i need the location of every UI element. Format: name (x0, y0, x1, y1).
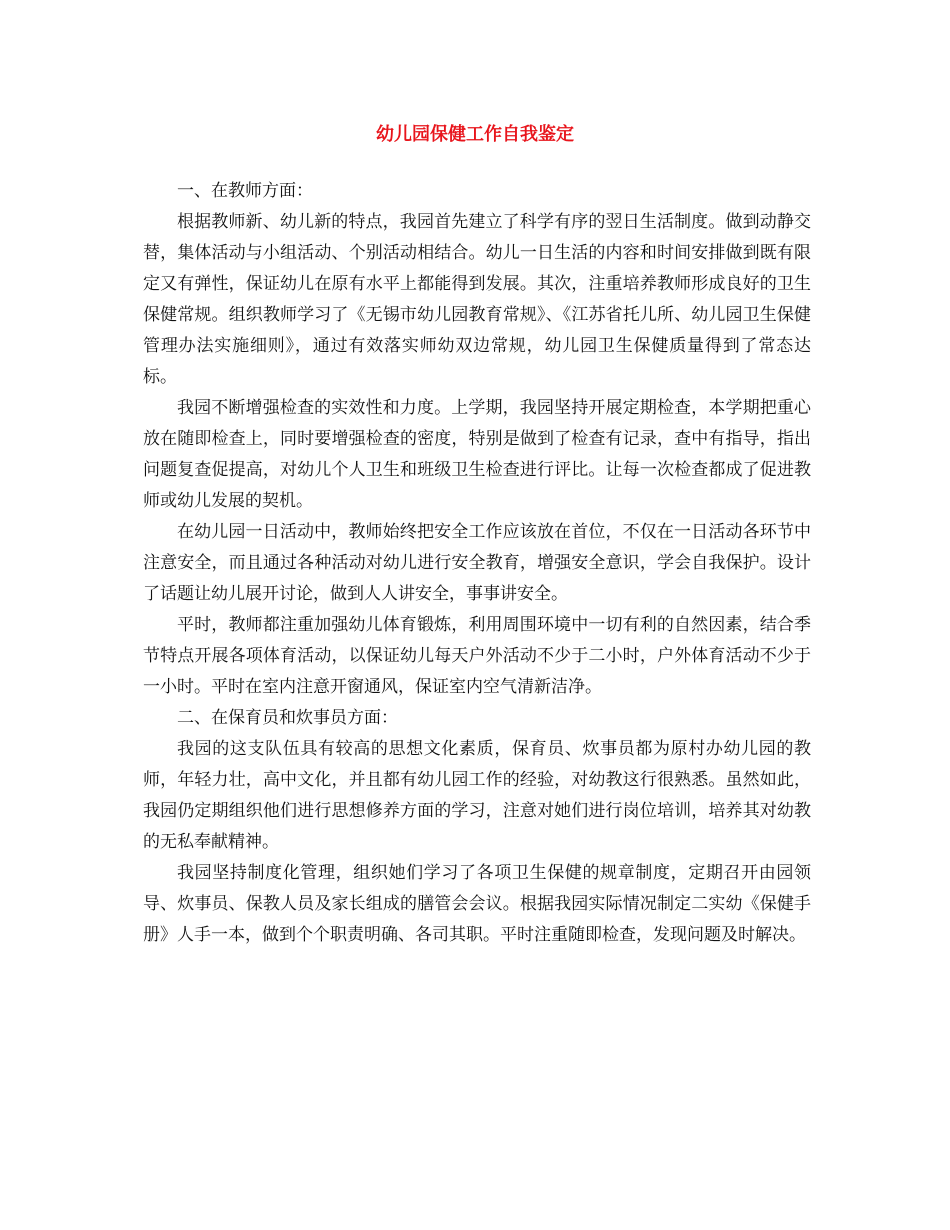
paragraph-management: 我园坚持制度化管理，组织她们学习了各项卫生保健的规章制度，定期召开由园领导、炊事员、保教人员及家长组成的膳管会会议。根据我园实际情况制定二实幼《保健手册》人手一本，做到个个职责明确、各司其职。平时注重随即检查，发现问题及时解决。 (143, 863, 811, 945)
paragraph-staff-quality: 我园的这支队伍具有较高的思想文化素质，保育员、炊事员都为原村办幼儿园的教师，年轻力壮，高中文化，并且都有幼儿园工作的经验，对幼教这行很熟悉。虽然如此，我园仍定期组织他们进行思想修养方面的学习，注意对她们进行岗位培训，培养其对幼教的无私奉献精神。 (143, 739, 811, 852)
section-heading-teachers: 一、在教师方面： (177, 181, 313, 201)
paragraph-safety: 在幼儿园一日活动中，教师始终把安全工作应该放在首位，不仅在一日活动各环节中注意安全，而且通过各种活动对幼儿进行安全教育，增强安全意识，学会自我保护。设计了话题让幼儿展开讨论，做到人人讲安全，事事讲安全。 (143, 522, 811, 604)
document-title: 幼儿园保健工作自我鉴定 (376, 124, 574, 145)
document-body (143, 176, 811, 951)
paragraph-inspection: 我园不断增强检查的实效性和力度。上学期，我园坚持开展定期检查，本学期把重心放在随即检查上，同时要增强检查的密度，特别是做到了检查有记录，查中有指导，指出问题复查促提高，对幼儿个人卫生和班级卫生检查进行评比。让每一次检查都成了促进教师或幼儿发展的契机。 (143, 398, 811, 511)
paragraph-daily-routine: 根据教师新、幼儿新的特点，我园首先建立了科学有序的翌日生活制度。做到动静交替，集体活动与小组活动、个别活动相结合。幼儿一日生活的内容和时间安排做到既有限定又有弹性，保证幼儿在原有水平上都能得到发展。其次，注重培养教师形成良好的卫生保健常规。组织教师学习了《无锡市幼儿园教育常规》、《江苏省托儿所、幼儿园卫生保健管理办法实施细则》，通过有效落实师幼双边常规，幼儿园卫生保健质量得到了常态达标。 (143, 212, 811, 387)
paragraph-physical-exercise: 平时，教师都注重加强幼儿体育锻炼，利用周围环境中一切有利的自然因素，结合季节特点开展各项体育活动，以保证幼儿每天户外活动不少于二小时，户外体育活动不少于一小时。平时在室内注意开窗通风，保证室内空气清新洁净。 (143, 615, 811, 697)
section-heading-staff: 二、在保育员和炊事员方面： (177, 708, 398, 728)
